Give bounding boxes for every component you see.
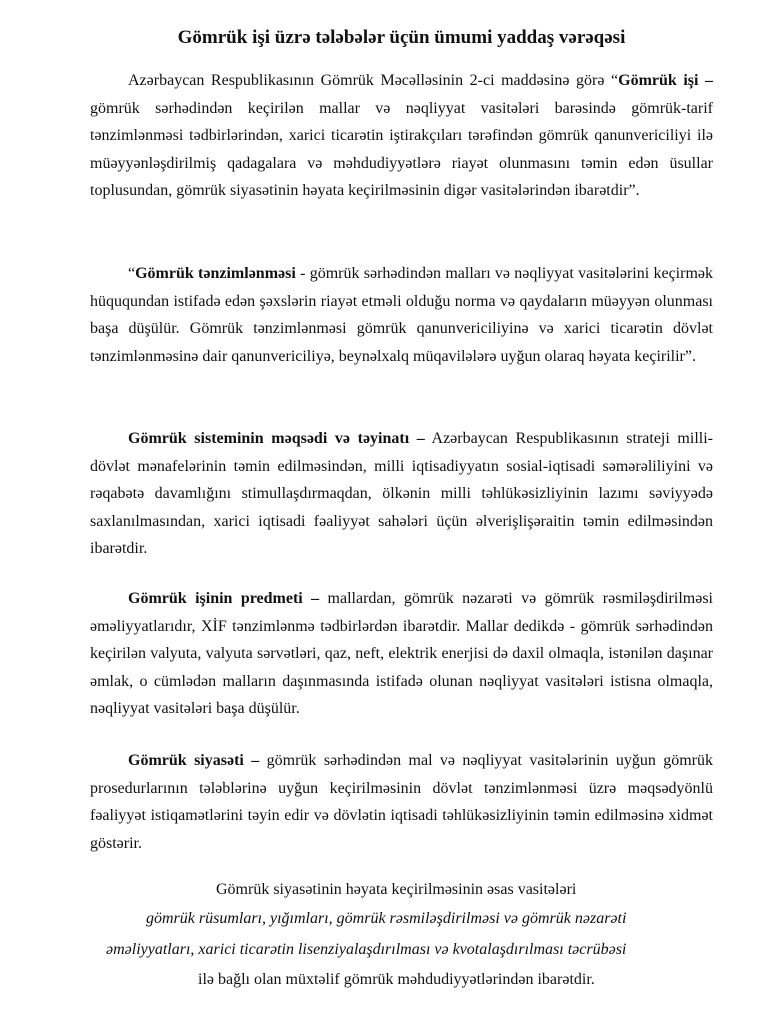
closing-line: əməliyyatları, xarici ticarətin lisenziyalaşdırılması və kvotalaşdırılması təcrübəsi	[106, 941, 627, 958]
paragraph-body: - gömrük sərhədindən malları və nəqliyyat vasitələrini keçirmək hüququndan istifadə edən şəxslərin riayət etməli olduğu norma və qaydaların müəyyən olunması başa düşülür. Gömrük tənzimlənməsi gömrük qanunvericiliyinə və xarici ticarətin dövlət tənzimlənməsinə dair qanunvericiliyə, beynəlxalq müqavilələrə uyğun olaraq həyata keçirilir”.	[90, 265, 714, 365]
paragraph-body: mallardan, gömrük nəzarəti və gömrük rəsmiləşdirilməsi əməliyyatlarıdır, XİF tənzimlənmə tədbirlərdən ibarətdir. Mallar dedikdə - gömrük sərhədindən keçirilən valyuta, valyuta sərvətləri, qaz, neft, elektrik enerjisi də daxil olmaqla, istənilən daşınar əmlak, o cümlədən malların daşınmasında istifadə olunan nəqliyyat vasitələri istisna olmaqla, nəqliyyat vasitələri başa düşülür.	[90, 590, 713, 717]
paragraph-body: gömrük sərhədindən mal və nəqliyyat vasitələrinin uyğun gömrük prosedurlarının tələblərinə uyğun keçirilməsinin dövlət tənzimlənməsi üzrə məqsədyönlü fəaliyyət istiqamətlərini təyin edir və dövlətin iqtisadi təhlükəsizliyinin təmin edilməsinə xidmət göstərir.	[90, 752, 713, 852]
term-customs-policy: Gömrük siyasəti –	[128, 752, 260, 769]
paragraph-lead: Azərbaycan Respublikasının Gömrük Məcəlləsinin 2-ci maddəsinə görə “	[128, 72, 619, 89]
paragraph-lead: “	[128, 265, 136, 282]
paragraph-body: gömrük sərhədindən keçirilən mallar və nəqliyyat vasitələri barəsində gömrük-tarif tənzimlənməsi tədbirlərindən, xarici ticarətin iştirakçıları tərəfindən gömrük qanunvericiliyi ilə müəyyənləşdirilmiş qadagalara və məhdudiyyətlərə riayət olunmasını təmin edən üsullar toplusundan, gömrük siyasətinin həyata keçirilməsinin digər vasitələrindən ibarətdir”.	[90, 99, 713, 199]
closing-line: gömrük rüsumları, yığımları, gömrük rəsmiləşdirilməsi və gömrük nəzarəti	[146, 910, 627, 927]
term-customs-regulation: Gömrük tənzimlənməsi	[135, 265, 296, 282]
closing-line: ilə bağlı olan müxtəlif gömrük məhdudiyyətlərindən ibarətdir.	[198, 971, 595, 988]
term-subject: Gömrük işinin predmeti –	[128, 590, 320, 607]
paragraph-customs-affairs	[90, 67, 713, 205]
paragraph-subject	[90, 585, 713, 723]
term-customs-affairs: Gömrük işi –	[618, 72, 714, 89]
paragraph-body: Azərbaycan Respublikasının strateji milli-dövlət mənafelərinin təmin edilməsindən, milli iqtisadiyyatın sosial-iqtisadi səmərəliliyini və rəqabətə davamlığını stimullaşdırmaqdan, ölkənin milli təhlükəsizliyinin lazımı səviyyədə saxlanılmasından, xarici iqtisadi fəaliyyət sahələri üçün əlverişlişəraitin təmin edilməsindən ibarətdir.	[90, 430, 713, 557]
term-system-purpose: Gömrük sisteminin məqsədi və təyinatı –	[128, 430, 425, 447]
paragraph-customs-regulation	[90, 260, 713, 370]
document-title: Gömrük işi üzrə tələbələr üçün ümumi yaddaş vərəqəsi	[177, 27, 626, 48]
paragraph-customs-policy	[90, 747, 713, 857]
paragraph-system-purpose	[90, 425, 713, 563]
closing-line: Gömrük siyasətinin həyata keçirilməsinin əsas vasitələri	[216, 881, 577, 898]
